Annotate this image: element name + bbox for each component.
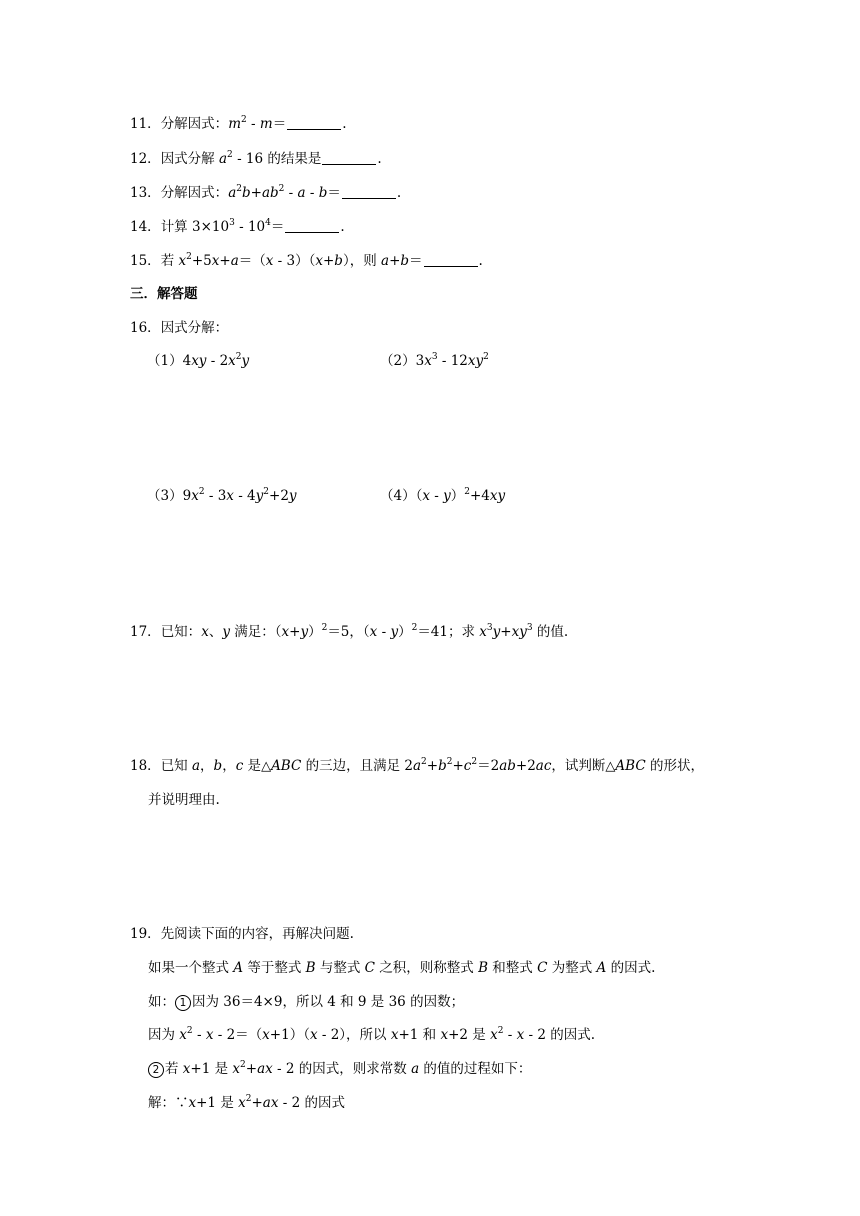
q19-line-2: 如： 1 因为 36＝4×9，所以 4 和 9 是 36 的因数； — [148, 994, 465, 1010]
question-19 — [130, 924, 354, 944]
question-number: 13． — [130, 185, 161, 201]
question-18: 18．已知 a，b，c 是△ABC 的三边，且满足 $2a^2+b^2+c^2=2ab+2ac$，试判断△ABC 的形状， — [130, 757, 704, 774]
question-13: 13．分解因式：$a^2b+ab^2 - a - b=$ . — [130, 184, 402, 201]
question-number: 16． — [130, 320, 161, 336]
question-15: 15．若 $x^2+5x+a=(x - 3)(x+b)$，则 a+b＝ . — [130, 252, 483, 269]
question-17: 17．已知：x、y 满足：$(x+y)^2=5$，（x - y）$^2$＝41；求 $x^3y+xy^3$ 的值. — [130, 623, 569, 640]
question-label: 因式分解： — [160, 320, 229, 336]
answer-blank[interactable] — [342, 185, 396, 199]
question-number: 11． — [130, 116, 161, 132]
question-number: 19． — [130, 926, 161, 942]
question-number: 15． — [130, 253, 161, 269]
question-number: 12． — [130, 151, 161, 167]
answer-blank[interactable] — [322, 151, 376, 165]
q16-part-3: $(3)9x^2 - 3x - 4y^2+2y$ — [147, 487, 297, 504]
circled-one-icon: 1 — [175, 995, 191, 1011]
question-12: 12．因式分解 $a^2 - 16$ 的结果是 . — [130, 150, 382, 167]
q16-part-2: $(2)3x^3 - 12xy^2$ — [380, 352, 489, 369]
section-title: 三．解答题 — [130, 286, 198, 302]
answer-blank[interactable] — [285, 219, 339, 233]
q19-line-4: 2 若 x+1 是 $x^2+ax - 2$ 的因式，则求常数 a 的值的过程如下： — [148, 1059, 531, 1079]
answer-blank[interactable] — [287, 116, 341, 130]
question-label: 分解因式： — [160, 185, 229, 201]
q19-line-1: 如果一个整式 A 等于整式 B 与整式 C 之积，则称整式 B 和整式 C 为整式 A 的因式. — [148, 960, 656, 976]
question-number: 18． — [130, 758, 161, 774]
question-title: 先阅读下面的内容，再解决问题. — [160, 926, 354, 942]
circled-two-icon: 2 — [148, 1062, 164, 1078]
question-label: 分解因式： — [160, 116, 229, 132]
q19-line-3: 因为 $x^2 - x - 2=(x+1)(x - 2)$，所以 x+1 和 x+2 是 $x^2$ - x - 2 的因式. — [148, 1026, 596, 1043]
q19-line-5: 解：∵x+1 是 $x^2+ax - 2$ 的因式 — [148, 1094, 345, 1111]
q16-part-1: $(1)4xy - 2x^2y$ — [147, 352, 250, 369]
question-number: 17． — [130, 624, 161, 640]
answer-blank[interactable] — [424, 253, 478, 267]
question-18-cont: 并说明理由. — [148, 792, 220, 808]
question-number: 14． — [130, 219, 161, 235]
question-11: 11．分解因式：$m^2 - m=$ . — [130, 115, 347, 132]
q16-part-4: （4）（x - y）$^2$+4xy — [380, 487, 506, 504]
question-16 — [130, 318, 228, 338]
question-14: 14．计算 $3\times 10^3 - 10^4=$ . — [130, 218, 345, 235]
